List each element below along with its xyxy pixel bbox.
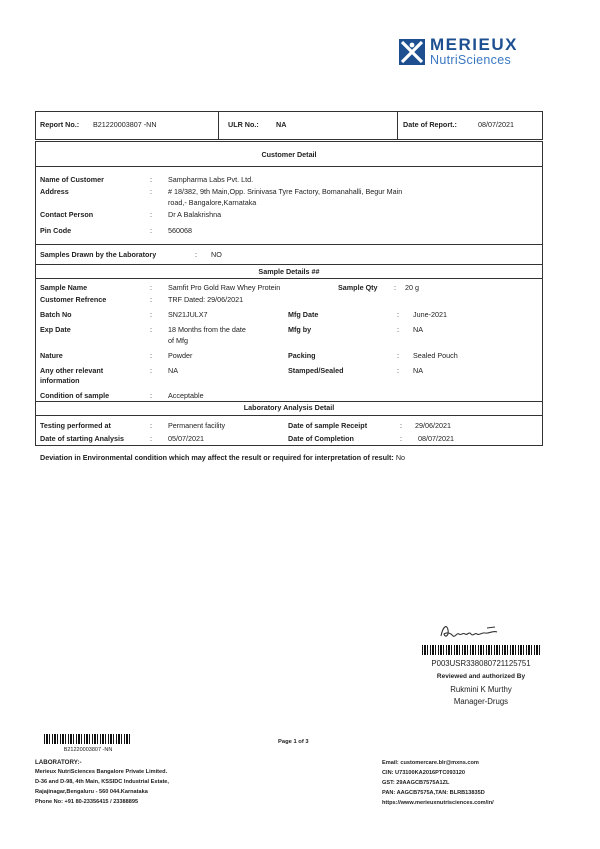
packing-value: Sealed Pouch [413,351,458,360]
exp-date-line-1: 18 Months from the date [168,325,246,334]
lab-analysis-heading: Laboratory Analysis Detail [243,403,335,412]
colon: : [397,366,399,375]
logo-mark-icon [399,39,425,65]
stamped-label: Stamped/Sealed [288,366,344,375]
colon: : [150,421,152,430]
testing-label: Testing performed at [40,421,111,430]
batch-label: Batch No [40,310,72,319]
colon: : [397,325,399,334]
deviation-line [40,453,405,462]
company-logo [399,35,549,71]
colon: : [195,250,197,259]
colon: : [150,210,152,219]
other-info-label-1: Any other relevant [40,366,104,375]
other-info-value: NA [168,366,178,375]
report-date-value: 08/07/2021 [478,120,514,129]
exp-date-line-2: of Mfg [168,336,188,345]
colon: : [150,366,152,375]
testing-value: Permanent facility [168,421,226,430]
exp-date-label: Exp Date [40,325,71,334]
completion-label: Date of Completion [288,434,354,443]
lab-phone: Phone No: +91 80-23356415 / 23388895 [35,799,139,805]
packing-label: Packing [288,351,316,360]
customer-name-label: Name of Customer [40,175,104,184]
pin-value: 560068 [168,226,192,235]
lab-line-2: D-36 and D-98, 4th Main, KSSIDC Industrial Estate, [35,779,169,785]
contact-value: Dr A Balakrishna [168,210,222,219]
lab-line-1: Merieux NutriSciences Bangalore Private Limited. [35,769,168,775]
colon: : [150,391,152,400]
colon: : [394,283,396,292]
customer-name-value: Sampharma Labs Pvt. Ltd. [168,175,254,184]
samples-drawn-value: NO [211,250,222,259]
page-number: Page 1 of 3 [278,739,309,745]
customer-ref-value: TRF Dated: 29/06/2021 [168,295,244,304]
ulr-label: ULR No.: [228,120,259,129]
signatory-title: Manager-Drugs [453,697,509,706]
footer-barcode [44,734,132,744]
lab-line-3: Rajajinagar,Bengaluru - 560 044.Karnataka [35,789,148,795]
colon: : [400,421,402,430]
footer-barcode-text: B21220003807 -NN [63,747,113,753]
colon: : [150,226,152,235]
signatory-name: Rukmini K Murthy [450,685,512,694]
colon: : [150,175,152,184]
receipt-label: Date of sample Receipt [288,421,368,430]
colon: : [150,434,152,443]
mfg-date-label: Mfg Date [288,310,319,319]
logo-word-nutrisciences: NutriSciences [430,53,512,67]
completion-value: 08/07/2021 [418,434,454,443]
colon: : [150,325,152,334]
colon: : [150,310,152,319]
condition-label: Condition of sample [40,391,110,400]
deviation-label: Deviation in Environmental condition which may affect the result or required for interpretation of result: [40,453,394,462]
nature-value: Powder [168,351,193,360]
deviation-value: No [395,453,406,462]
report-no-label: Report No.: [40,120,80,129]
footer-cin: CIN: U73100KA2016PTC093120 [382,770,466,776]
lab-heading: LABORATORY:- [35,759,82,766]
other-info-label-2: information [40,376,80,385]
colon: : [150,295,152,304]
sample-qty-value: 20 g [405,283,419,292]
mfg-by-value: NA [413,325,423,334]
logo-word-merieux: MERIEUX [430,35,518,54]
footer-pan: PAN: AAGCB7575A,TAN: BLRB13835D [382,790,485,796]
mfg-date-value: June-2021 [413,310,447,319]
receipt-value: 29/06/2021 [415,421,451,430]
signature-icon [437,620,507,642]
customer-detail-heading: Customer Detail [261,150,317,159]
reviewed-by: Reviewed and authorized By [436,673,526,680]
colon: : [150,187,152,196]
stamped-value: NA [413,366,423,375]
ulr-value: NA [276,120,287,129]
start-label: Date of starting Analysis [40,434,125,443]
nature-label: Nature [40,351,63,360]
sample-qty-label: Sample Qty [338,283,378,292]
customer-ref-label: Customer Refrence [40,295,107,304]
contact-label: Contact Person [40,210,94,219]
address-label: Address [40,187,69,196]
sample-name-label: Sample Name [40,283,88,292]
colon: : [397,310,399,319]
batch-value: SN21JULX7 [168,310,208,319]
colon: : [397,351,399,360]
report-date-label: Date of Report.: [403,120,457,129]
start-value: 05/07/2021 [168,434,204,443]
sample-details-heading: Sample Details ## [258,267,320,276]
footer-email[interactable]: Email: customercare.blr@mxns.com [382,760,479,766]
signature-code: P003USR338080721125751 [431,659,531,668]
signature-barcode [422,645,540,655]
samples-drawn-label: Samples Drawn by the Laboratory [40,250,157,259]
address-line-1: # 18/382, 9th Main,Opp. Srinivasa Tyre Factory, Bomanahalli, Begur Main [168,187,403,196]
colon: : [400,434,402,443]
colon: : [150,283,152,292]
address-line-2: road,- Bangalore,Karnataka [168,198,257,207]
pin-label: Pin Code [40,226,72,235]
condition-value: Acceptable [168,391,204,400]
mfg-by-label: Mfg by [288,325,312,334]
colon: : [150,351,152,360]
report-no-value: B21220003807 -NN [93,120,157,129]
footer-gst: GST: 29AAGCB7575A1ZL [382,780,450,786]
footer-website-link[interactable]: https://www.merieuxnutrisciences.com/in/ [382,800,494,806]
sample-name-value: Samfit Pro Gold Raw Whey Protein [168,283,281,292]
